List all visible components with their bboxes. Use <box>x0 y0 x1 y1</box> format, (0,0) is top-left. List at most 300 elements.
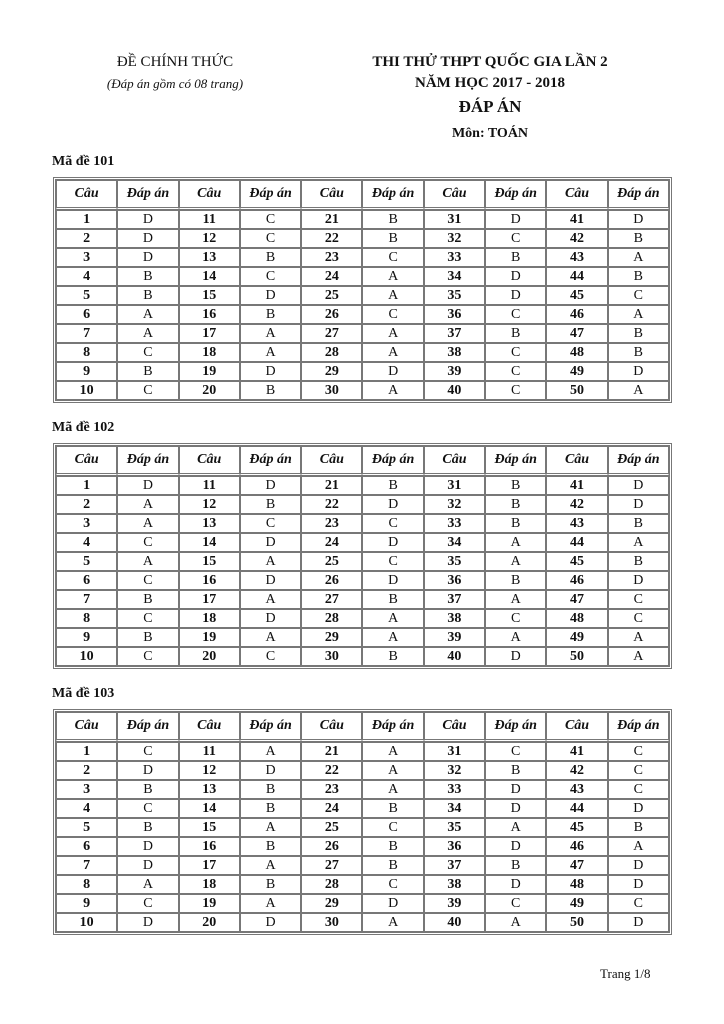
answer-cell: C <box>608 590 669 609</box>
question-number-cell: 2 <box>56 495 117 514</box>
question-number-cell: 20 <box>179 381 240 400</box>
answer-cell: C <box>117 647 178 666</box>
question-number-cell: 2 <box>56 761 117 780</box>
question-number-cell: 38 <box>424 609 485 628</box>
answer-cell: A <box>362 761 423 780</box>
question-number-cell: 30 <box>301 647 362 666</box>
header-answer: Đáp án <box>240 180 301 210</box>
answer-cell: B <box>362 799 423 818</box>
question-number-cell: 35 <box>424 552 485 571</box>
question-number-cell: 3 <box>56 248 117 267</box>
answer-cell: B <box>485 856 546 875</box>
question-number-cell: 10 <box>56 381 117 400</box>
question-number-cell: 17 <box>179 856 240 875</box>
question-number-cell: 24 <box>301 799 362 818</box>
question-number-cell: 23 <box>301 514 362 533</box>
answer-cell: C <box>608 780 669 799</box>
table-row <box>56 343 669 362</box>
answer-cell: B <box>240 837 301 856</box>
question-number-cell: 1 <box>56 742 117 761</box>
question-number-cell: 22 <box>301 495 362 514</box>
question-number-cell: 8 <box>56 343 117 362</box>
answer-cell: D <box>608 913 669 932</box>
answer-cell: A <box>240 894 301 913</box>
answer-cell: D <box>362 495 423 514</box>
question-number-cell: 37 <box>424 856 485 875</box>
answer-cell: B <box>117 628 178 647</box>
table-row <box>56 514 669 533</box>
table-header-row <box>56 180 669 210</box>
answer-cell: D <box>608 495 669 514</box>
answer-cell: D <box>608 210 669 229</box>
question-number-cell: 13 <box>179 248 240 267</box>
question-number-cell: 39 <box>424 628 485 647</box>
answer-cell: A <box>485 628 546 647</box>
question-number-cell: 11 <box>179 476 240 495</box>
answer-cell: B <box>485 514 546 533</box>
question-number-cell: 40 <box>424 647 485 666</box>
question-number-cell: 33 <box>424 780 485 799</box>
question-number-cell: 25 <box>301 818 362 837</box>
table-row <box>56 780 669 799</box>
header-answer: Đáp án <box>608 712 669 742</box>
header-question: Câu <box>546 446 607 476</box>
question-number-cell: 45 <box>546 818 607 837</box>
question-number-cell: 7 <box>56 856 117 875</box>
answer-cell: C <box>240 514 301 533</box>
answer-cell: C <box>485 609 546 628</box>
header-answer: Đáp án <box>362 712 423 742</box>
question-number-cell: 11 <box>179 210 240 229</box>
question-number-cell: 45 <box>546 286 607 305</box>
question-number-cell: 31 <box>424 210 485 229</box>
header-left <box>80 54 270 92</box>
question-number-cell: 40 <box>424 913 485 932</box>
question-number-cell: 47 <box>546 856 607 875</box>
answer-cell: A <box>117 875 178 894</box>
question-number-cell: 48 <box>546 609 607 628</box>
answer-cell: D <box>117 210 178 229</box>
table-row <box>56 761 669 780</box>
answer-cell: C <box>485 229 546 248</box>
question-number-cell: 5 <box>56 818 117 837</box>
answer-cell: A <box>485 533 546 552</box>
answer-cell: A <box>362 267 423 286</box>
question-number-cell: 21 <box>301 742 362 761</box>
header-question: Câu <box>301 446 362 476</box>
question-number-cell: 40 <box>424 381 485 400</box>
answer-cell: A <box>362 381 423 400</box>
question-number-cell: 27 <box>301 590 362 609</box>
answer-cell: B <box>608 552 669 571</box>
section-title: Mã đề 102 <box>52 420 115 435</box>
answer-cell: A <box>485 818 546 837</box>
answer-cell: D <box>240 571 301 590</box>
question-number-cell: 8 <box>56 875 117 894</box>
question-number-cell: 4 <box>56 533 117 552</box>
question-number-cell: 43 <box>546 780 607 799</box>
answer-cell: D <box>362 362 423 381</box>
answer-cell: A <box>608 533 669 552</box>
answer-cell: D <box>362 894 423 913</box>
question-number-cell: 36 <box>424 305 485 324</box>
answer-cell: D <box>240 362 301 381</box>
question-number-cell: 42 <box>546 229 607 248</box>
question-number-cell: 25 <box>301 552 362 571</box>
table-row <box>56 305 669 324</box>
question-number-cell: 36 <box>424 571 485 590</box>
header-answer: Đáp án <box>362 446 423 476</box>
question-number-cell: 26 <box>301 837 362 856</box>
table-row <box>56 628 669 647</box>
answer-cell: A <box>608 837 669 856</box>
table-header-row <box>56 712 669 742</box>
question-number-cell: 31 <box>424 476 485 495</box>
question-number-cell: 10 <box>56 913 117 932</box>
question-number-cell: 7 <box>56 324 117 343</box>
question-number-cell: 2 <box>56 229 117 248</box>
answer-cell: D <box>362 571 423 590</box>
table-row <box>56 381 669 400</box>
question-number-cell: 41 <box>546 476 607 495</box>
question-number-cell: 37 <box>424 590 485 609</box>
answer-cell: C <box>117 343 178 362</box>
answer-cell: C <box>362 875 423 894</box>
answer-cell: C <box>485 381 546 400</box>
question-number-cell: 31 <box>424 742 485 761</box>
answer-cell: D <box>485 267 546 286</box>
question-number-cell: 12 <box>179 761 240 780</box>
header-question: Câu <box>301 180 362 210</box>
question-number-cell: 4 <box>56 267 117 286</box>
question-number-cell: 14 <box>179 267 240 286</box>
question-number-cell: 9 <box>56 362 117 381</box>
question-number-cell: 12 <box>179 495 240 514</box>
page-count-note: (Đáp án gồm có 08 trang) <box>106 76 244 91</box>
question-number-cell: 10 <box>56 647 117 666</box>
question-number-cell: 44 <box>546 267 607 286</box>
header-question: Câu <box>56 446 117 476</box>
question-number-cell: 20 <box>179 913 240 932</box>
answer-cell: B <box>362 476 423 495</box>
question-number-cell: 38 <box>424 343 485 362</box>
table-row <box>56 267 669 286</box>
answer-cell: B <box>117 267 178 286</box>
table-row <box>56 324 669 343</box>
answer-cell: A <box>240 324 301 343</box>
header-question: Câu <box>424 446 485 476</box>
answer-cell: C <box>362 818 423 837</box>
question-number-cell: 44 <box>546 799 607 818</box>
table-row <box>56 495 669 514</box>
answer-table <box>53 709 672 935</box>
answer-cell: B <box>240 875 301 894</box>
answer-cell: A <box>240 742 301 761</box>
question-number-cell: 26 <box>301 305 362 324</box>
question-number-cell: 22 <box>301 229 362 248</box>
answer-cell: B <box>117 590 178 609</box>
answer-cell: B <box>362 837 423 856</box>
question-number-cell: 16 <box>179 571 240 590</box>
answer-cell: A <box>117 305 178 324</box>
answer-cell: B <box>117 362 178 381</box>
question-number-cell: 24 <box>301 533 362 552</box>
header-answer: Đáp án <box>485 712 546 742</box>
answer-cell: B <box>485 476 546 495</box>
question-number-cell: 4 <box>56 799 117 818</box>
question-number-cell: 38 <box>424 875 485 894</box>
question-number-cell: 42 <box>546 495 607 514</box>
answer-cell: D <box>485 875 546 894</box>
table-row <box>56 742 669 761</box>
question-number-cell: 28 <box>301 875 362 894</box>
answer-cell: B <box>362 856 423 875</box>
header-question: Câu <box>56 712 117 742</box>
question-number-cell: 15 <box>179 286 240 305</box>
question-number-cell: 23 <box>301 248 362 267</box>
answer-cell: A <box>608 647 669 666</box>
answer-cell: D <box>117 229 178 248</box>
question-number-cell: 7 <box>56 590 117 609</box>
question-number-cell: 18 <box>179 875 240 894</box>
question-number-cell: 28 <box>301 343 362 362</box>
answer-cell: A <box>362 628 423 647</box>
question-number-cell: 36 <box>424 837 485 856</box>
answer-cell: A <box>117 514 178 533</box>
question-number-cell: 34 <box>424 533 485 552</box>
header-right <box>340 54 640 142</box>
question-number-cell: 47 <box>546 324 607 343</box>
question-number-cell: 25 <box>301 286 362 305</box>
answer-cell: A <box>608 628 669 647</box>
question-number-cell: 29 <box>301 628 362 647</box>
answer-cell: B <box>240 305 301 324</box>
question-number-cell: 6 <box>56 837 117 856</box>
answer-cell: A <box>362 780 423 799</box>
answer-cell: D <box>240 609 301 628</box>
question-number-cell: 49 <box>546 894 607 913</box>
question-number-cell: 8 <box>56 609 117 628</box>
question-number-cell: 43 <box>546 248 607 267</box>
table-row <box>56 362 669 381</box>
question-number-cell: 37 <box>424 324 485 343</box>
answer-cell: D <box>608 571 669 590</box>
answer-cell: C <box>485 362 546 381</box>
question-number-cell: 28 <box>301 609 362 628</box>
header-answer: Đáp án <box>485 180 546 210</box>
question-number-cell: 16 <box>179 305 240 324</box>
header-question: Câu <box>56 180 117 210</box>
question-number-cell: 27 <box>301 856 362 875</box>
answer-cell: A <box>362 324 423 343</box>
question-number-cell: 23 <box>301 780 362 799</box>
answer-cell: B <box>240 780 301 799</box>
question-number-cell: 30 <box>301 381 362 400</box>
answer-cell: A <box>240 590 301 609</box>
answer-cell: B <box>608 267 669 286</box>
question-number-cell: 45 <box>546 552 607 571</box>
question-number-cell: 47 <box>546 590 607 609</box>
question-number-cell: 44 <box>546 533 607 552</box>
answer-cell: A <box>117 495 178 514</box>
question-number-cell: 9 <box>56 894 117 913</box>
answer-cell: B <box>485 324 546 343</box>
question-number-cell: 32 <box>424 761 485 780</box>
table-row <box>56 210 669 229</box>
answer-cell: A <box>485 590 546 609</box>
answer-cell: C <box>485 894 546 913</box>
answer-table <box>53 443 672 669</box>
answer-cell: D <box>485 210 546 229</box>
answer-cell: D <box>240 761 301 780</box>
question-number-cell: 19 <box>179 894 240 913</box>
school-year: NĂM HỌC 2017 - 2018 <box>415 75 565 91</box>
question-number-cell: 27 <box>301 324 362 343</box>
answer-cell: C <box>117 533 178 552</box>
answer-cell: D <box>485 780 546 799</box>
answer-cell: C <box>608 609 669 628</box>
question-number-cell: 5 <box>56 286 117 305</box>
question-number-cell: 3 <box>56 780 117 799</box>
answer-cell: B <box>362 210 423 229</box>
question-number-cell: 12 <box>179 229 240 248</box>
question-number-cell: 9 <box>56 628 117 647</box>
table-row <box>56 248 669 267</box>
table-row <box>56 875 669 894</box>
table-row <box>56 818 669 837</box>
answer-cell: A <box>485 913 546 932</box>
question-number-cell: 13 <box>179 514 240 533</box>
answer-cell: D <box>485 286 546 305</box>
answer-cell: A <box>608 381 669 400</box>
answer-cell: B <box>485 761 546 780</box>
question-number-cell: 43 <box>546 514 607 533</box>
answer-cell: C <box>117 381 178 400</box>
answer-cell: C <box>362 248 423 267</box>
question-number-cell: 50 <box>546 381 607 400</box>
header-question: Câu <box>179 180 240 210</box>
answer-cell: C <box>240 229 301 248</box>
answer-cell: B <box>485 495 546 514</box>
question-number-cell: 21 <box>301 476 362 495</box>
question-number-cell: 15 <box>179 552 240 571</box>
question-number-cell: 33 <box>424 248 485 267</box>
answer-cell: B <box>117 818 178 837</box>
header-answer: Đáp án <box>362 180 423 210</box>
header-answer: Đáp án <box>608 180 669 210</box>
section-title: Mã đề 101 <box>52 154 115 169</box>
table-row <box>56 590 669 609</box>
answer-cell: A <box>117 552 178 571</box>
answer-cell: C <box>117 894 178 913</box>
official-exam-label: ĐỀ CHÍNH THỨC <box>116 54 234 70</box>
answer-cell: B <box>362 590 423 609</box>
question-number-cell: 42 <box>546 761 607 780</box>
answer-cell: A <box>608 305 669 324</box>
answer-cell: A <box>362 742 423 761</box>
answer-cell: D <box>485 647 546 666</box>
header-answer: Đáp án <box>117 712 178 742</box>
answer-cell: A <box>362 609 423 628</box>
answer-cell: D <box>117 856 178 875</box>
question-number-cell: 49 <box>546 362 607 381</box>
header-question: Câu <box>546 712 607 742</box>
answer-cell: C <box>117 742 178 761</box>
answer-cell: B <box>117 780 178 799</box>
question-number-cell: 34 <box>424 267 485 286</box>
table-row <box>56 552 669 571</box>
question-number-cell: 33 <box>424 514 485 533</box>
table-row <box>56 229 669 248</box>
question-number-cell: 41 <box>546 742 607 761</box>
table-row <box>56 286 669 305</box>
question-number-cell: 14 <box>179 533 240 552</box>
answer-cell: B <box>240 248 301 267</box>
table-row <box>56 894 669 913</box>
question-number-cell: 11 <box>179 742 240 761</box>
answer-cell: A <box>608 248 669 267</box>
answer-cell: D <box>240 286 301 305</box>
answer-cell: A <box>240 856 301 875</box>
answer-cell: D <box>240 913 301 932</box>
header-question: Câu <box>424 712 485 742</box>
answer-table <box>53 177 672 403</box>
answer-cell: C <box>608 742 669 761</box>
answer-cell: A <box>362 286 423 305</box>
answer-cell: C <box>362 305 423 324</box>
table-row <box>56 913 669 932</box>
question-number-cell: 50 <box>546 647 607 666</box>
answer-cell: B <box>117 286 178 305</box>
question-number-cell: 1 <box>56 210 117 229</box>
question-number-cell: 5 <box>56 552 117 571</box>
table-row <box>56 609 669 628</box>
page-number: Trang 1/8 <box>600 966 651 981</box>
answer-cell: A <box>240 552 301 571</box>
table-row <box>56 476 669 495</box>
answer-cell: B <box>240 799 301 818</box>
question-number-cell: 48 <box>546 343 607 362</box>
answer-cell: D <box>608 799 669 818</box>
answer-cell: D <box>485 799 546 818</box>
question-number-cell: 41 <box>546 210 607 229</box>
subject-label: Môn: TOÁN <box>451 126 529 141</box>
table-row <box>56 799 669 818</box>
answer-cell: D <box>608 362 669 381</box>
question-number-cell: 16 <box>179 837 240 856</box>
answer-cell: D <box>117 913 178 932</box>
answer-cell: B <box>608 324 669 343</box>
answer-cell: D <box>117 476 178 495</box>
answer-cell: D <box>117 837 178 856</box>
question-number-cell: 46 <box>546 837 607 856</box>
question-number-cell: 19 <box>179 628 240 647</box>
question-number-cell: 14 <box>179 799 240 818</box>
answer-cell: C <box>485 343 546 362</box>
answer-cell: B <box>608 514 669 533</box>
table-row <box>56 647 669 666</box>
header-answer: Đáp án <box>117 446 178 476</box>
question-number-cell: 18 <box>179 609 240 628</box>
answer-cell: A <box>362 343 423 362</box>
question-number-cell: 17 <box>179 324 240 343</box>
question-number-cell: 30 <box>301 913 362 932</box>
question-number-cell: 1 <box>56 476 117 495</box>
exam-title: THI THỬ THPT QUỐC GIA LẦN 2 <box>372 54 608 70</box>
header-question: Câu <box>301 712 362 742</box>
header-answer: Đáp án <box>485 446 546 476</box>
answer-cell: B <box>485 248 546 267</box>
